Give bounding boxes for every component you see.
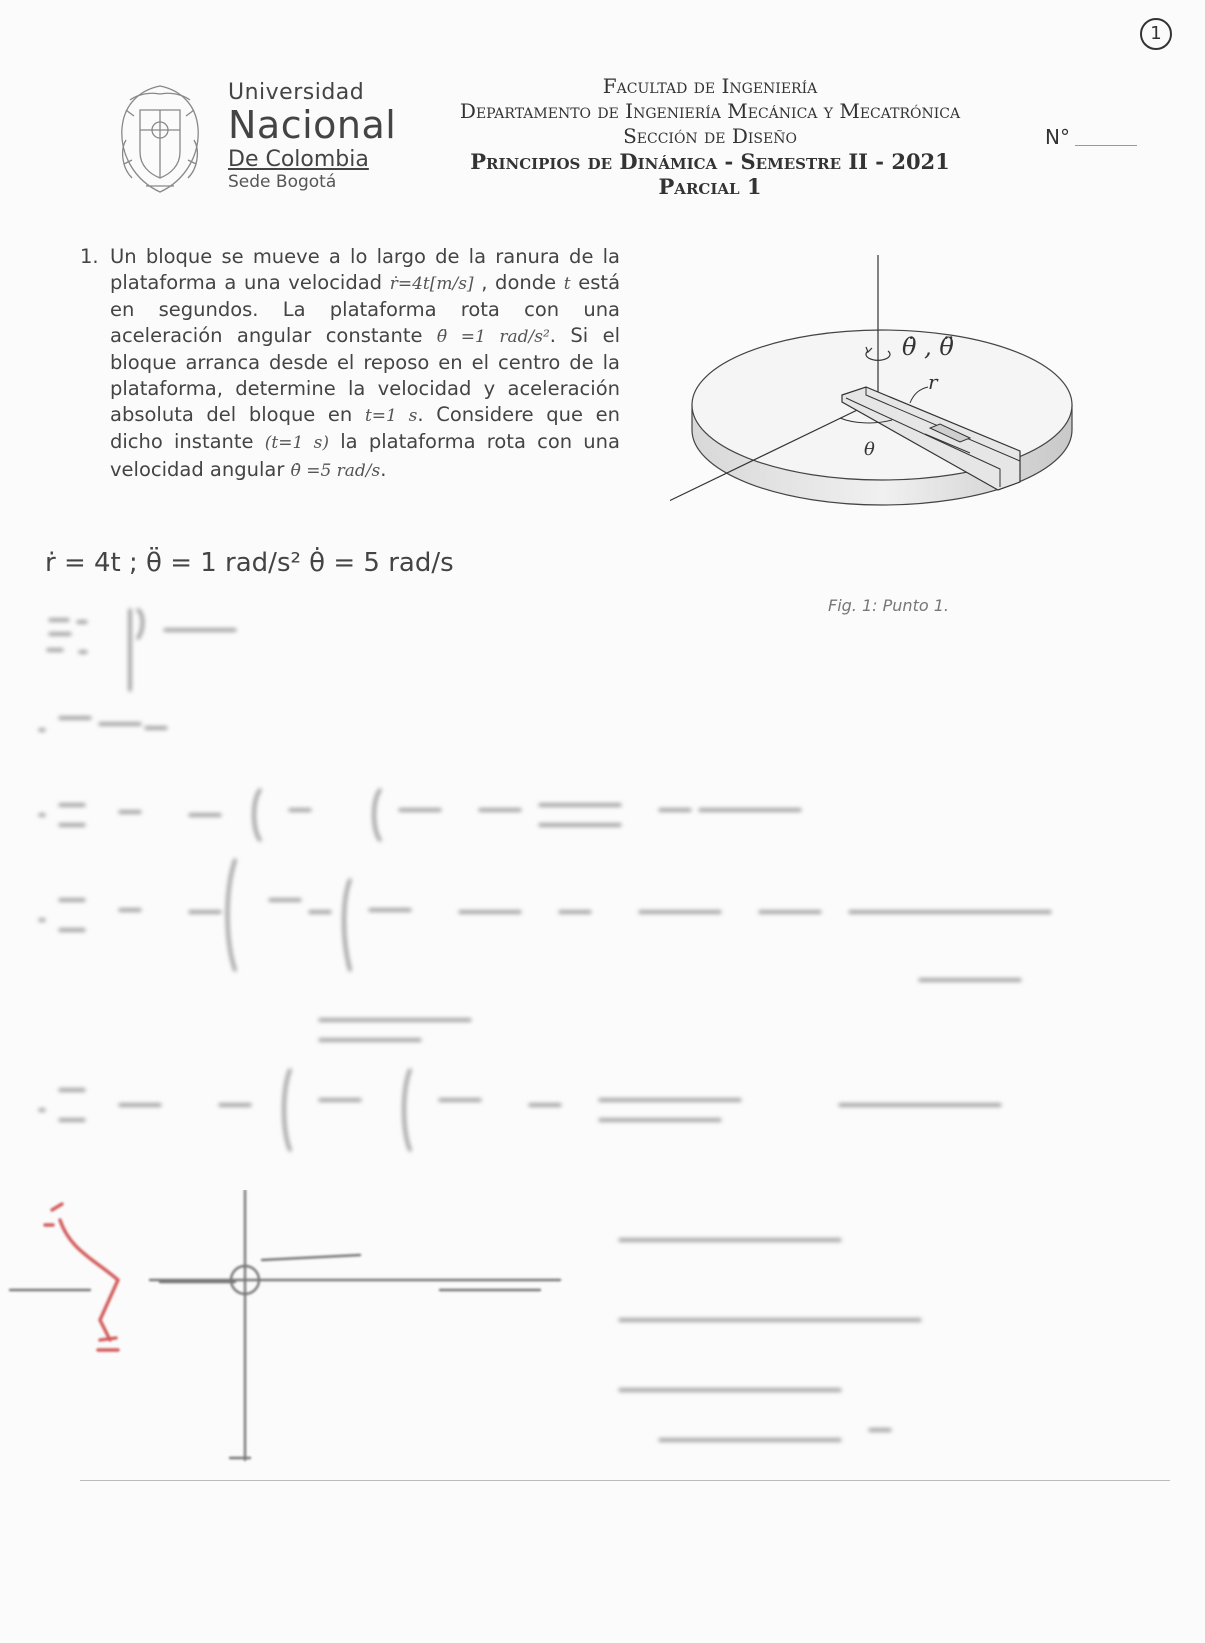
student-number-label: N° (1045, 125, 1070, 149)
university-campus: Sede Bogotá (228, 172, 337, 192)
vector-sketch (0, 1190, 600, 1490)
problem-text-6: la plataforma rota con una velocidad angular (110, 430, 620, 481)
figure-label-rates: θ̇ , θ̈ (902, 333, 954, 361)
university-line-2: Nacional (228, 103, 397, 147)
time-value: t=1 s (364, 405, 418, 426)
problem-text-1: Un bloque se mueve a lo largo de la ranura de la plataforma a una velocidad (110, 245, 620, 294)
department-title: Departamento de Ingeniería Mecánica y Mecatrónica (459, 99, 961, 123)
page-number: 1 (1140, 18, 1172, 50)
figure-caption: Fig. 1: Punto 1. (828, 596, 949, 615)
student-number-field[interactable] (1075, 145, 1137, 146)
section-title: Sección de Diseño (623, 124, 797, 148)
handwritten-given: ṙ = 4t ; θ̈ = 1 rad/s² θ̇ = 5 rad/s (45, 548, 454, 578)
footer-divider (80, 1480, 1170, 1481)
problem-text-5: . Considere que en dicho instante (110, 402, 621, 454)
angular-acceleration-expression: θ̈ =1 rad/s² (436, 326, 550, 347)
university-line-3: De Colombia (228, 147, 369, 172)
exam-title: Parcial 1 (658, 174, 762, 199)
faculty-title: Facultad de Ingeniería (602, 74, 818, 98)
time-value-paren: (t=1 s) (264, 433, 330, 454)
university-seal-logo (110, 80, 210, 198)
problem-text-4: . Si el bloque arranca desde el reposo en el centro de la plataforma, determine la velocidad y aceleración absoluta del bloque en (110, 323, 621, 426)
exam-header (400, 74, 1020, 199)
problem-text-2: , donde (481, 270, 557, 294)
velocity-expression: ṙ=4t[m/s] (389, 273, 474, 294)
time-variable: t (563, 273, 571, 294)
red-vector-arrow (60, 1220, 118, 1340)
university-name (228, 80, 396, 192)
problem-statement (80, 244, 620, 484)
problem-number: 1. (80, 245, 99, 268)
problem-text-3: está en segundos. La plataforma rota con una aceleración angular constante (110, 270, 621, 347)
course-title: Principios de Dinámica - Semestre II - 2021 (470, 149, 950, 174)
platform-figure (670, 255, 1120, 555)
figure-label-r: r (928, 370, 938, 394)
problem-text-7: . (380, 457, 387, 481)
figure-label-theta: θ (864, 439, 875, 460)
angular-velocity-expression: θ̇ =5 rad/s (290, 460, 381, 481)
university-line-1: Universidad (228, 80, 365, 105)
